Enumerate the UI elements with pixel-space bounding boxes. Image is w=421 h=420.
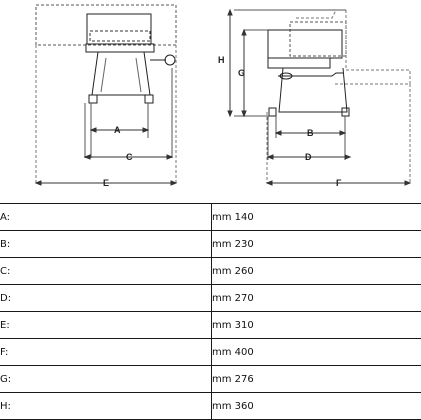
dimension-key: E:	[0, 312, 212, 339]
dimension-value: mm 360	[212, 393, 421, 420]
dimension-key: F:	[0, 339, 212, 366]
dim-label-f: F	[336, 178, 342, 188]
dimension-drawing	[0, 0, 421, 200]
table-row	[0, 393, 421, 420]
dimension-key: D:	[0, 285, 212, 312]
dimension-table	[0, 203, 421, 420]
dim-label-d: D	[305, 152, 312, 162]
dimension-value: mm 276	[212, 366, 421, 393]
table-row	[0, 258, 421, 285]
table-row	[0, 285, 421, 312]
dimension-key: H:	[0, 393, 212, 420]
dimension-key: C:	[0, 258, 212, 285]
table-row	[0, 339, 421, 366]
table-row	[0, 231, 421, 258]
dim-label-g: G	[238, 68, 245, 78]
table-row	[0, 204, 421, 231]
dimension-value: mm 400	[212, 339, 421, 366]
dimension-value: mm 270	[212, 285, 421, 312]
dimension-key: G:	[0, 366, 212, 393]
dimension-key: B:	[0, 231, 212, 258]
dimension-value: mm 140	[212, 204, 421, 231]
dim-label-a: A	[114, 125, 121, 135]
table-row	[0, 312, 421, 339]
dim-label-b: B	[307, 128, 314, 138]
dimension-value: mm 310	[212, 312, 421, 339]
side-view	[228, 10, 410, 185]
front-view	[36, 5, 176, 185]
table-row	[0, 366, 421, 393]
dimension-key: A:	[0, 204, 212, 231]
dimension-value: mm 230	[212, 231, 421, 258]
dim-label-c: C	[126, 152, 133, 162]
dim-label-e: E	[103, 178, 109, 188]
dimension-value: mm 260	[212, 258, 421, 285]
dim-label-h: H	[218, 55, 225, 65]
